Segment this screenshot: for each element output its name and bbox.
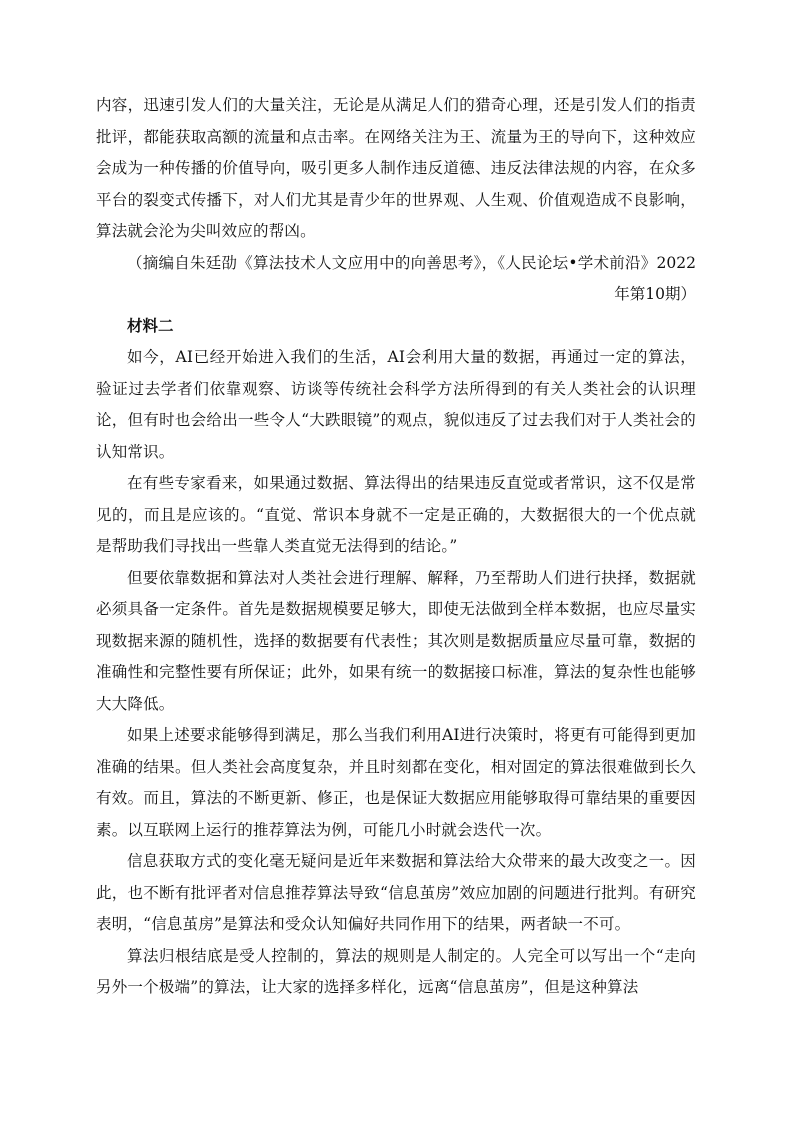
- material1-continuation-paragraph: 内容，迅速引发人们的大量关注，无论是从满足人们的猎奇心理，还是引发人们的指责批评，都能获取高额的流量和点击率。在网络关注为王、流量为王的导向下，这种效应会成为一种传播的价值导向，吸引更多人制作违反道德、违反法律法规的内容，在众多平台的裂变式传播下，对人们尤其是青少年的世界观、人生观、价值观造成不良影响，算法就会沦为尖叫效应的帮凶。: [96, 96, 696, 240]
- material2-title: 材料二: [127, 316, 174, 335]
- material2-paragraph-3: 但要依靠数据和算法对人类社会进行理解、解释，乃至帮助人们进行抉择，数据就必须具备一定条件。首先是数据规模要足够大，即使无法做到全样本数据，也应尽量实现数据来源的随机性，选择的数据要有代表性；其次则是数据质量应尽量可靠，数据的准确性和完整性要有所保证；此外，如果有统一的数据接口标准，算法的复杂性也能够大大降低。: [96, 568, 696, 713]
- material2-paragraph-6: 算法归根结底是受人控制的，算法的规则是人制定的。人完全可以写出一个“走向另外一个极端”的算法，让大家的选择多样化，远离“信息茧房”，但是这种算法: [96, 946, 696, 996]
- material2-paragraph-1: 如今，AI已经开始进入我们的生活，AI会利用大量的数据，再通过一定的算法，验证过去学者们依靠观察、访谈等传统社会科学方法所得到的有关人类社会的认识理论，但有时也会给出一些令人“大跌眼镜”的观点，貌似违反了过去我们对于人类社会的认知常识。: [96, 348, 696, 461]
- material2-paragraph-5: 信息获取方式的变化毫无疑问是近年来数据和算法给大众带来的最大改变之一。因此，也不断有批评者对信息推荐算法导致“信息茧房”效应加剧的问题进行批判。有研究表明，“信息茧房”是算法和受众认知偏好共同作用下的结果，两者缺一不可。: [96, 852, 696, 933]
- material2-paragraph-4: 如果上述要求能够得到满足，那么当我们利用AI进行决策时，将更有可能得到更加准确的结果。但人类社会高度复杂，并且时刻都在变化，相对固定的算法很难做到长久有效。而且，算法的不断更新、修正，也是保证大数据应用能够取得可靠结果的重要因素。以互联网上运行的推荐算法为例，可能几小时就会迭代一次。: [96, 726, 696, 839]
- material1-source-citation: （摘编自朱廷劭《算法技术人文应用中的向善思考》，《人民论坛•学术前沿》2022年第10期）: [127, 253, 696, 303]
- material2-paragraph-2: 在有些专家看来，如果通过数据、算法得出的结果违反直觉或者常识，这不仅是常见的，而且是应该的。“直觉、常识本身就不一定是正确的，大数据很大的一个优点就是帮助我们寻找出一些靠人类直觉无法得到的结论。”: [96, 474, 696, 555]
- document-page: [96, 90, 696, 1004]
